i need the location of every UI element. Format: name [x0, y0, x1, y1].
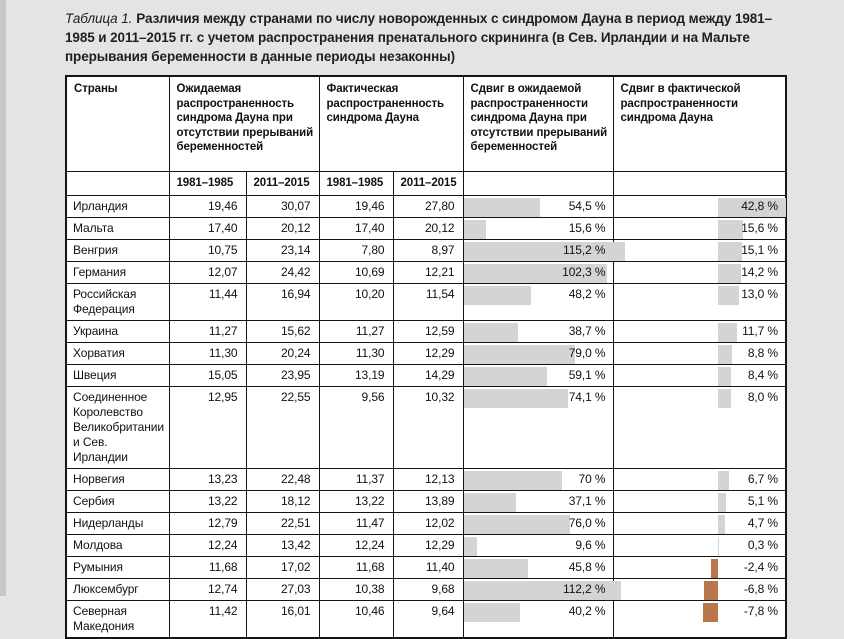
actual-2011-cell — [393, 468, 463, 490]
shift-expected-bar — [464, 515, 570, 534]
actual-1981-cell — [319, 512, 393, 534]
value: 13,42 — [280, 537, 311, 552]
expected-2011-cell — [246, 342, 319, 364]
shift-expected-cell — [463, 386, 613, 468]
expected-2011-cell — [246, 534, 319, 556]
value: 22,51 — [280, 515, 311, 530]
country-cell — [66, 364, 169, 386]
expected-1981-cell — [169, 534, 246, 556]
country-name: Сербия — [73, 493, 115, 508]
expected-1981-cell — [169, 320, 246, 342]
value: 19,46 — [207, 198, 238, 213]
shift-actual-bar — [718, 515, 725, 534]
shift-actual-cell — [613, 556, 786, 578]
shift-expected-bar — [464, 471, 562, 490]
shift-actual-value: 6,7 % — [747, 471, 778, 486]
table-row — [66, 261, 786, 283]
actual-2011-cell — [393, 320, 463, 342]
shift-actual-cell — [613, 320, 786, 342]
country-name: Мальта — [73, 220, 114, 235]
shift-actual-value: 8,4 % — [747, 367, 778, 382]
shift-expected-cell — [463, 490, 613, 512]
country-cell — [66, 261, 169, 283]
expected-1981-cell — [169, 364, 246, 386]
value: 12,29 — [424, 537, 455, 552]
expected-1981-cell — [169, 239, 246, 261]
actual-2011-cell — [393, 239, 463, 261]
country-name: Германия — [73, 264, 126, 279]
country-name: Соединенное Королевство Великобритании и Сев. Ирландии — [73, 389, 164, 464]
table-row — [66, 468, 786, 490]
expected-1981-cell — [169, 512, 246, 534]
expected-2011-cell — [246, 217, 319, 239]
value: 16,94 — [280, 286, 311, 301]
left-edge-strip — [0, 0, 6, 596]
value: 11,27 — [208, 323, 238, 338]
shift-actual-bar — [718, 323, 737, 342]
value: 13,19 — [354, 367, 385, 382]
shift-expected-value: 45,8 % — [568, 559, 606, 574]
value: 10,38 — [354, 581, 385, 596]
shift-expected-value: 48,2 % — [568, 286, 606, 301]
table-row — [66, 364, 786, 386]
country-name: Украина — [73, 323, 118, 338]
expected-2011-cell — [246, 261, 319, 283]
value: 10,46 — [354, 603, 385, 618]
shift-actual-bar — [718, 537, 719, 556]
shift-expected-value: 76,0 % — [568, 515, 606, 530]
shift-actual-value: -2,4 % — [743, 559, 778, 574]
country-cell — [66, 490, 169, 512]
actual-2011-cell — [393, 534, 463, 556]
shift-actual-bar — [703, 603, 718, 622]
actual-2011-cell — [393, 261, 463, 283]
shift-actual-bar — [718, 286, 739, 305]
expected-2011-cell — [246, 600, 319, 638]
value: 18,12 — [280, 493, 311, 508]
shift-expected-bar — [464, 323, 518, 342]
actual-1981-cell — [319, 239, 393, 261]
country-name: Северная Македония — [73, 603, 135, 633]
actual-2011-cell — [393, 490, 463, 512]
value: 12,79 — [207, 515, 238, 530]
expected-2011-cell — [246, 364, 319, 386]
expected-1981-cell — [169, 578, 246, 600]
country-name: Молдова — [73, 537, 123, 552]
value: 20,24 — [280, 345, 311, 360]
shift-actual-cell — [613, 386, 786, 468]
expected-1981-cell — [169, 468, 246, 490]
expected-2011-cell — [246, 195, 319, 217]
shift-actual-value: 13,0 % — [741, 286, 778, 301]
country-cell — [66, 239, 169, 261]
header-empty-shift-expected — [463, 171, 613, 195]
table-row — [66, 217, 786, 239]
expected-2011-cell — [246, 578, 319, 600]
shift-actual-bar — [718, 493, 726, 512]
actual-2011-cell — [393, 364, 463, 386]
shift-actual-bar — [711, 559, 718, 578]
shift-actual-cell — [613, 195, 786, 217]
shift-actual-bar — [718, 220, 743, 239]
table-header — [66, 76, 786, 195]
expected-1981-cell — [169, 342, 246, 364]
expected-1981-cell — [169, 283, 246, 320]
table-row — [66, 283, 786, 320]
country-name: Нидерланды — [73, 515, 144, 530]
country-cell — [66, 512, 169, 534]
shift-expected-cell — [463, 556, 613, 578]
value: 8,97 — [431, 242, 455, 257]
shift-expected-bar — [464, 493, 516, 512]
shift-actual-value: 5,1 % — [747, 493, 778, 508]
value: 9,56 — [361, 389, 385, 404]
shift-expected-bar — [464, 286, 531, 305]
header-row-periods — [66, 171, 786, 195]
actual-2011-cell — [393, 342, 463, 364]
actual-1981-cell — [319, 600, 393, 638]
shift-expected-cell — [463, 600, 613, 638]
shift-expected-bar — [464, 559, 528, 578]
actual-1981-cell — [319, 283, 393, 320]
actual-2011-cell — [393, 283, 463, 320]
table-row — [66, 239, 786, 261]
value: 12,13 — [424, 471, 455, 486]
table-row — [66, 556, 786, 578]
shift-actual-cell — [613, 217, 786, 239]
value: 15,05 — [207, 367, 238, 382]
expected-1981-cell — [169, 600, 246, 638]
actual-2011-cell — [393, 556, 463, 578]
shift-actual-value: -6,8 % — [743, 581, 778, 596]
header-empty-shift-actual — [613, 171, 786, 195]
table-body — [66, 195, 786, 638]
actual-1981-cell — [319, 364, 393, 386]
shift-expected-bar — [464, 389, 568, 408]
value: 12,59 — [424, 323, 455, 338]
actual-2011-cell — [393, 578, 463, 600]
shift-actual-value: -7,8 % — [743, 603, 778, 618]
value: 11,42 — [208, 603, 238, 618]
actual-1981-cell — [319, 386, 393, 468]
shift-expected-value: 15,6 % — [568, 220, 606, 235]
shift-expected-value: 74,1 % — [568, 389, 606, 404]
country-name: Швеция — [73, 367, 117, 382]
document-content — [65, 9, 787, 639]
shift-expected-cell — [463, 578, 613, 600]
table-row — [66, 490, 786, 512]
value: 17,40 — [207, 220, 238, 235]
actual-1981-cell — [319, 468, 393, 490]
actual-1981-cell — [319, 320, 393, 342]
shift-actual-value: 14,2 % — [741, 264, 778, 279]
expected-1981-cell — [169, 490, 246, 512]
shift-actual-cell — [613, 468, 786, 490]
value: 10,32 — [424, 389, 455, 404]
shift-actual-bar — [718, 367, 731, 386]
value: 14,29 — [424, 367, 455, 382]
shift-expected-value: 59,1 % — [568, 367, 606, 382]
value: 27,80 — [424, 198, 455, 213]
value: 11,30 — [355, 345, 385, 360]
shift-expected-cell — [463, 283, 613, 320]
expected-2011-cell — [246, 320, 319, 342]
value: 11,30 — [208, 345, 238, 360]
value: 10,69 — [354, 264, 385, 279]
value: 22,55 — [280, 389, 311, 404]
country-name: Российская Федерация — [73, 286, 137, 316]
table-row — [66, 512, 786, 534]
expected-2011-cell — [246, 386, 319, 468]
table-row — [66, 534, 786, 556]
header-actual-prevalence: Фактическая распространенность синдрома Дауна — [319, 76, 463, 171]
value: 27,03 — [280, 581, 311, 596]
shift-expected-value: 70 % — [578, 471, 606, 486]
header-expected-period1: 1981–1985 — [169, 171, 246, 195]
expected-1981-cell — [169, 386, 246, 468]
value: 10,75 — [207, 242, 238, 257]
shift-expected-cell — [463, 261, 613, 283]
value: 11,37 — [355, 471, 385, 486]
shift-expected-cell — [463, 534, 613, 556]
shift-expected-bar — [464, 345, 575, 364]
shift-actual-bar — [704, 581, 718, 600]
expected-1981-cell — [169, 556, 246, 578]
actual-1981-cell — [319, 556, 393, 578]
shift-actual-bar — [718, 389, 731, 408]
table-row — [66, 600, 786, 638]
value: 11,68 — [355, 559, 385, 574]
shift-actual-bar — [718, 345, 732, 364]
actual-2011-cell — [393, 217, 463, 239]
value: 17,40 — [354, 220, 385, 235]
value: 12,29 — [424, 345, 455, 360]
shift-actual-bar — [718, 264, 741, 283]
header-actual-period1: 1981–1985 — [319, 171, 393, 195]
value: 12,24 — [354, 537, 385, 552]
country-cell — [66, 386, 169, 468]
value: 7,80 — [361, 242, 385, 257]
header-shift-expected: Сдвиг в ожидаемой распространенности синдрома Дауна при отсутствии прерываний беременностей — [463, 76, 613, 171]
country-name: Румыния — [73, 559, 123, 574]
table-title-label: Таблица 1. — [65, 11, 133, 26]
table-row — [66, 320, 786, 342]
value: 23,14 — [280, 242, 311, 257]
country-name: Норвегия — [73, 471, 125, 486]
shift-actual-value: 4,7 % — [747, 515, 778, 530]
data-table — [65, 75, 787, 639]
shift-actual-cell — [613, 261, 786, 283]
shift-actual-bar — [718, 471, 729, 490]
shift-expected-bar — [464, 220, 486, 239]
shift-actual-cell — [613, 239, 786, 261]
shift-actual-bar — [718, 242, 742, 261]
shift-expected-cell — [463, 239, 613, 261]
country-cell — [66, 468, 169, 490]
value: 11,44 — [208, 286, 238, 301]
shift-expected-value: 9,6 % — [575, 537, 606, 552]
country-cell — [66, 320, 169, 342]
shift-expected-value: 37,1 % — [568, 493, 606, 508]
shift-expected-cell — [463, 364, 613, 386]
actual-1981-cell — [319, 342, 393, 364]
table-row — [66, 386, 786, 468]
actual-2011-cell — [393, 512, 463, 534]
value: 11,68 — [208, 559, 238, 574]
shift-actual-value: 42,8 % — [741, 198, 778, 213]
country-cell — [66, 578, 169, 600]
country-cell — [66, 195, 169, 217]
shift-expected-cell — [463, 468, 613, 490]
country-cell — [66, 217, 169, 239]
actual-1981-cell — [319, 217, 393, 239]
value: 12,24 — [207, 537, 238, 552]
expected-2011-cell — [246, 468, 319, 490]
shift-expected-bar — [464, 537, 477, 556]
country-cell — [66, 600, 169, 638]
expected-2011-cell — [246, 556, 319, 578]
header-empty-countries — [66, 171, 169, 195]
value: 13,23 — [207, 471, 238, 486]
shift-actual-value: 8,8 % — [747, 345, 778, 360]
shift-actual-cell — [613, 534, 786, 556]
header-row-main — [66, 76, 786, 171]
value: 20,12 — [280, 220, 311, 235]
shift-expected-value: 38,7 % — [568, 323, 606, 338]
shift-expected-bar — [464, 603, 520, 622]
country-name: Хорватия — [73, 345, 125, 360]
shift-expected-bar — [464, 198, 540, 217]
value: 12,95 — [207, 389, 238, 404]
country-name: Ирландия — [73, 198, 128, 213]
actual-1981-cell — [319, 490, 393, 512]
value: 9,64 — [431, 603, 455, 618]
actual-2011-cell — [393, 195, 463, 217]
value: 24,42 — [280, 264, 311, 279]
actual-2011-cell — [393, 600, 463, 638]
header-shift-actual: Сдвиг в фактической распространенности синдрома Дауна — [613, 76, 786, 171]
value: 11,27 — [355, 323, 385, 338]
value: 22,48 — [280, 471, 311, 486]
table-title — [65, 9, 787, 66]
shift-expected-cell — [463, 320, 613, 342]
shift-actual-cell — [613, 578, 786, 600]
value: 13,22 — [354, 493, 385, 508]
value: 23,95 — [280, 367, 311, 382]
actual-1981-cell — [319, 261, 393, 283]
shift-expected-value: 115,2 % — [563, 242, 606, 257]
expected-2011-cell — [246, 512, 319, 534]
value: 13,89 — [424, 493, 455, 508]
country-cell — [66, 534, 169, 556]
actual-1981-cell — [319, 534, 393, 556]
country-cell — [66, 342, 169, 364]
value: 17,02 — [280, 559, 311, 574]
header-countries: Страны — [66, 76, 169, 171]
shift-actual-cell — [613, 283, 786, 320]
value: 15,62 — [280, 323, 311, 338]
actual-1981-cell — [319, 195, 393, 217]
shift-actual-value: 15,1 % — [741, 242, 778, 257]
shift-expected-value: 40,2 % — [568, 603, 606, 618]
value: 12,02 — [424, 515, 455, 530]
actual-1981-cell — [319, 578, 393, 600]
value: 12,74 — [207, 581, 238, 596]
shift-expected-value: 54,5 % — [568, 198, 606, 213]
shift-expected-value: 112,2 % — [563, 581, 606, 596]
country-cell — [66, 556, 169, 578]
country-cell — [66, 283, 169, 320]
shift-actual-cell — [613, 342, 786, 364]
value: 11,54 — [425, 286, 455, 301]
country-name: Венгрия — [73, 242, 118, 257]
value: 11,40 — [425, 559, 455, 574]
shift-expected-value: 79,0 % — [568, 345, 606, 360]
expected-1981-cell — [169, 217, 246, 239]
shift-actual-value: 0,3 % — [747, 537, 778, 552]
table-row — [66, 342, 786, 364]
shift-expected-cell — [463, 512, 613, 534]
country-name: Люксембург — [73, 581, 139, 596]
value: 11,47 — [355, 515, 385, 530]
value: 16,01 — [280, 603, 311, 618]
shift-actual-value: 15,6 % — [741, 220, 778, 235]
shift-actual-cell — [613, 600, 786, 638]
shift-actual-cell — [613, 512, 786, 534]
table-row — [66, 578, 786, 600]
value: 19,46 — [354, 198, 385, 213]
actual-2011-cell — [393, 386, 463, 468]
value: 12,21 — [424, 264, 455, 279]
header-actual-period2: 2011–2015 — [393, 171, 463, 195]
header-expected-prevalence: Ожидаемая распространенность синдрома Дауна при отсутствии прерываний беременностей — [169, 76, 319, 171]
shift-actual-cell — [613, 490, 786, 512]
expected-2011-cell — [246, 490, 319, 512]
shift-actual-value: 8,0 % — [747, 389, 778, 404]
shift-expected-cell — [463, 342, 613, 364]
value: 12,07 — [207, 264, 238, 279]
expected-2011-cell — [246, 283, 319, 320]
value: 13,22 — [207, 493, 238, 508]
table-row — [66, 195, 786, 217]
value: 20,12 — [424, 220, 455, 235]
expected-1981-cell — [169, 261, 246, 283]
shift-expected-value: 102,3 % — [562, 264, 606, 279]
value: 9,68 — [431, 581, 455, 596]
value: 10,20 — [354, 286, 385, 301]
shift-expected-cell — [463, 195, 613, 217]
header-expected-period2: 2011–2015 — [246, 171, 319, 195]
shift-actual-value: 11,7 % — [742, 323, 778, 338]
table-title-text: Различия между странами по числу новорожденных с синдромом Дауна в период между 1981–1985 и 2011–2015 гг. с учетом распространения пренатального скрининга (в Сев. Ирландии и на Мальте прерывания беременности в данные периоды незаконны) — [65, 11, 773, 64]
expected-2011-cell — [246, 239, 319, 261]
expected-1981-cell — [169, 195, 246, 217]
shift-expected-bar — [464, 367, 547, 386]
shift-expected-cell — [463, 217, 613, 239]
value: 30,07 — [280, 198, 311, 213]
shift-actual-cell — [613, 364, 786, 386]
